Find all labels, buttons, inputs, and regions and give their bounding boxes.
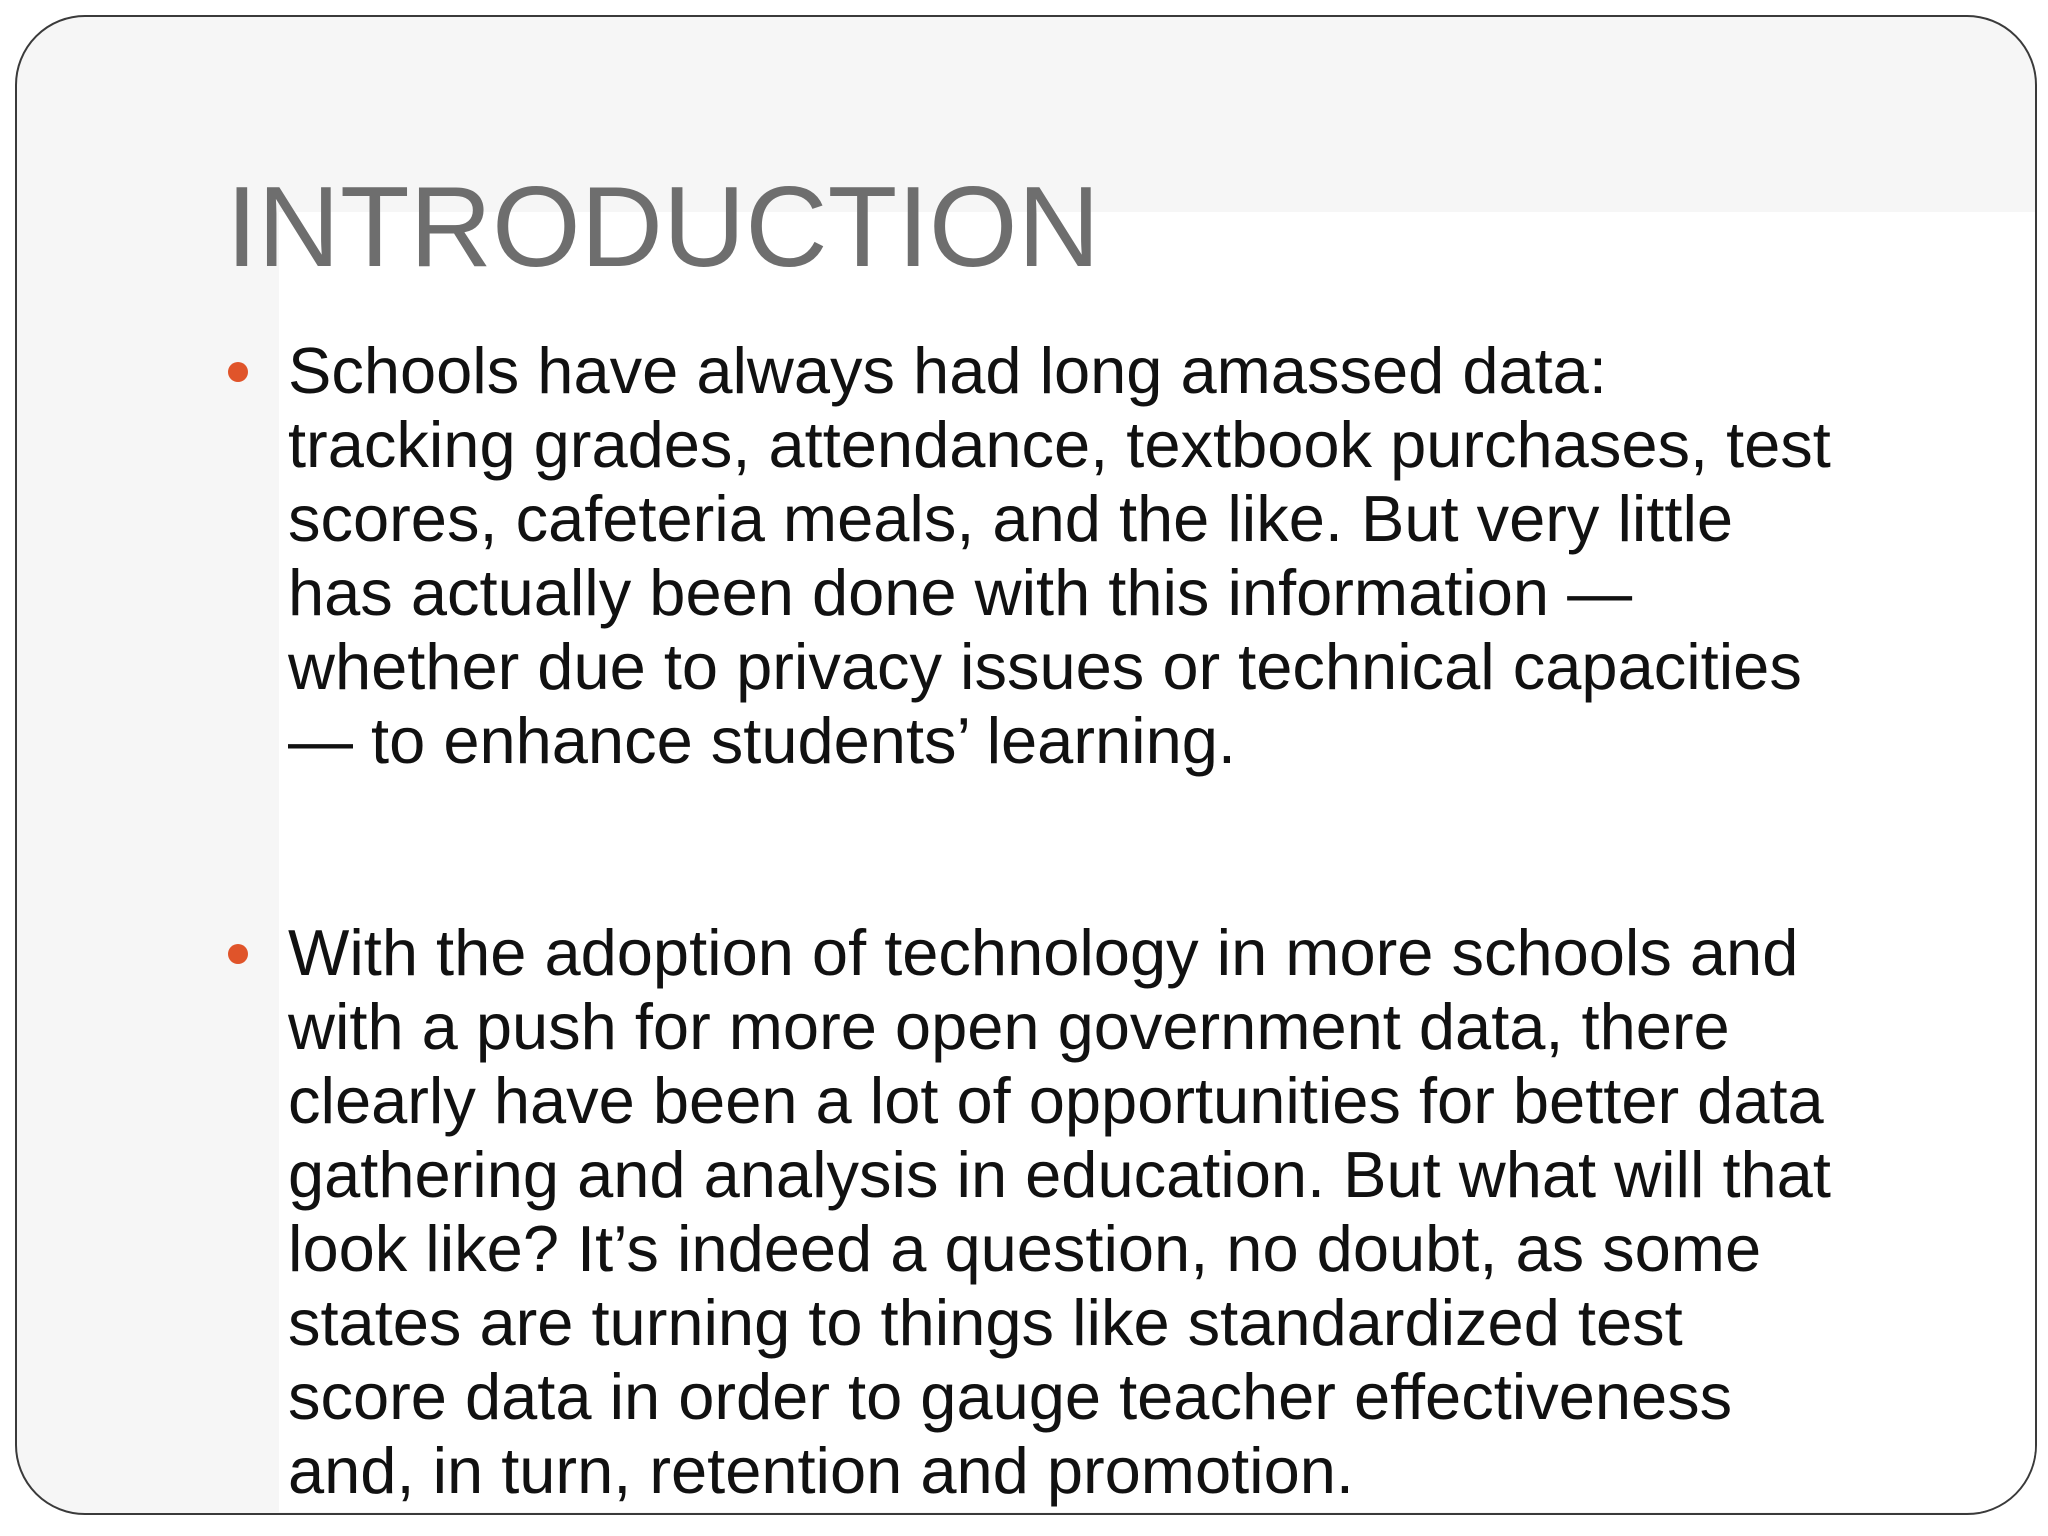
bullet-text-line: whether due to privacy issues or technical capacities <box>288 630 1802 703</box>
bullet-text-line: tracking grades, attendance, textbook purchases, test <box>288 408 1831 481</box>
bullet-text-line: gathering and analysis in education. But what will that <box>288 1138 1831 1211</box>
bullet-text-line: states are turning to things like standardized test <box>288 1286 1683 1359</box>
bullet-text-line: look like? It’s indeed a question, no doubt, as some <box>288 1212 1762 1285</box>
bullet-dot-icon <box>228 362 248 382</box>
bullet-list <box>226 334 1986 1508</box>
bullet-text-line: has actually been done with this information — <box>288 556 1633 629</box>
bullet-text-line: with a push for more open government data, there <box>288 990 1730 1063</box>
bullet-text-line: scores, cafeteria meals, and the like. But very little <box>288 482 1734 555</box>
slide-title: INTRODUCTION <box>226 164 1100 291</box>
bullet-text-line: score data in order to gauge teacher effectiveness <box>288 1360 1733 1433</box>
bullet-text-line: Schools have always had long amassed data: <box>288 334 1607 407</box>
bullet-text-line: and, in turn, retention and promotion. <box>288 1434 1354 1507</box>
bullet-item <box>226 916 1986 1508</box>
bullet-text-line: — to enhance students’ learning. <box>288 704 1236 777</box>
bullet-text-line: clearly have been a lot of opportunities for better data <box>288 1064 1824 1137</box>
bullet-dot-icon <box>228 944 248 964</box>
bullet-item <box>226 334 1986 778</box>
bullet-text-line: With the adoption of technology in more schools and <box>288 916 1799 989</box>
